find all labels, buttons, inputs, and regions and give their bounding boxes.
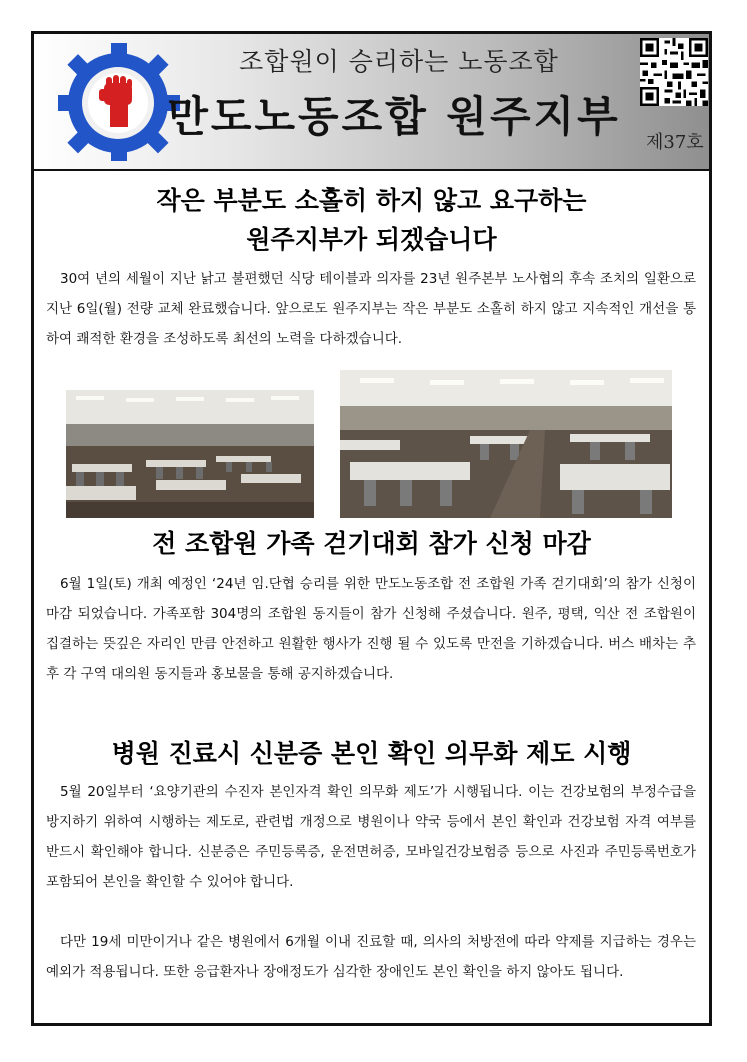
cafeteria-photo-right (340, 370, 672, 518)
article-3-title: 병원 진료시 신분증 본인 확인 의무화 제도 시행 (111, 739, 632, 768)
article-3-paragraph-1: 5월 20일부터 ‘요양기관의 수진자 본인자격 확인 의무화 제도’가 시행됩니다. 이는 건강보험의 부정수급을 방지하기 위하여 시행하는 제도로, 관련법 개정으로 병원이나 약국 등에서 본인 확인과 건강보험 자격 여부를 반드시 확인해야 합니다. 신분증은 주민등록증, 운전면허증, 모바일건강보험증 등으로 사진과 주민등록번호가 포함되어 본인을 확인할 수 있어야 합니다. (46, 784, 696, 890)
newsletter-frame (31, 31, 712, 1026)
slogan: 조합원이 승리하는 노동조합 (239, 47, 559, 76)
article-1-title-line-1: 작은 부분도 소홀히 하지 않고 요구하는 (156, 186, 587, 215)
article-3-paragraph-2: 다만 19세 미만이거나 같은 병원에서 6개월 이내 진료할 때, 의사의 처방전에 따라 약제를 지급하는 경우는 예외가 적용됩니다. 또한 응급환자나 장애정도가 심각한 장애인도 본인 확인을 하지 않아도 됩니다. (46, 934, 696, 980)
issue-number: 제37호 (646, 132, 704, 153)
article-2-title: 전 조합원 가족 걷기대회 참가 신청 마감 (152, 529, 591, 558)
qr-code-icon[interactable] (640, 38, 708, 106)
union-name-title: 만도노동조합 원주지부 (167, 92, 621, 141)
article-1-paragraph: 30여 년의 세월이 지난 낡고 불편했던 식당 테이블과 의자를 23년 원주본부 노사협의 후속 조치의 일환으로 지난 6일(월) 전량 교체 완료했습니다. 앞으로도 원주지부는 작은 부분도 소홀히 하지 않고 지속적인 개선을 통하여 쾌적한 환경을 조성하도록 최선의 노력을 다하겠습니다. (46, 271, 696, 347)
masthead (34, 34, 709, 171)
article-2-paragraph: 6월 1일(토) 개최 예정인 ‘24년 임.단협 승리를 위한 만도노동조합 전 조합원 가족 걷기대회’의 참가 신청이 마감 되었습니다. 가족포함 304명의 조합원 동지들이 참가 신청해 주셨습니다. 원주, 평택, 익산 전 조합원이 집결하는 뜻깊은 자리인 만큼 안전하고 원활한 행사가 진행 될 수 있도록 만전을 기하겠습니다. 버스 배차는 추후 각 구역 대의원 동지들과 홍보물을 통해 공지하겠습니다. (46, 576, 696, 682)
cafeteria-photo-left (66, 390, 314, 518)
article-1-title-line-2: 원주지부가 되겠습니다 (246, 225, 497, 254)
